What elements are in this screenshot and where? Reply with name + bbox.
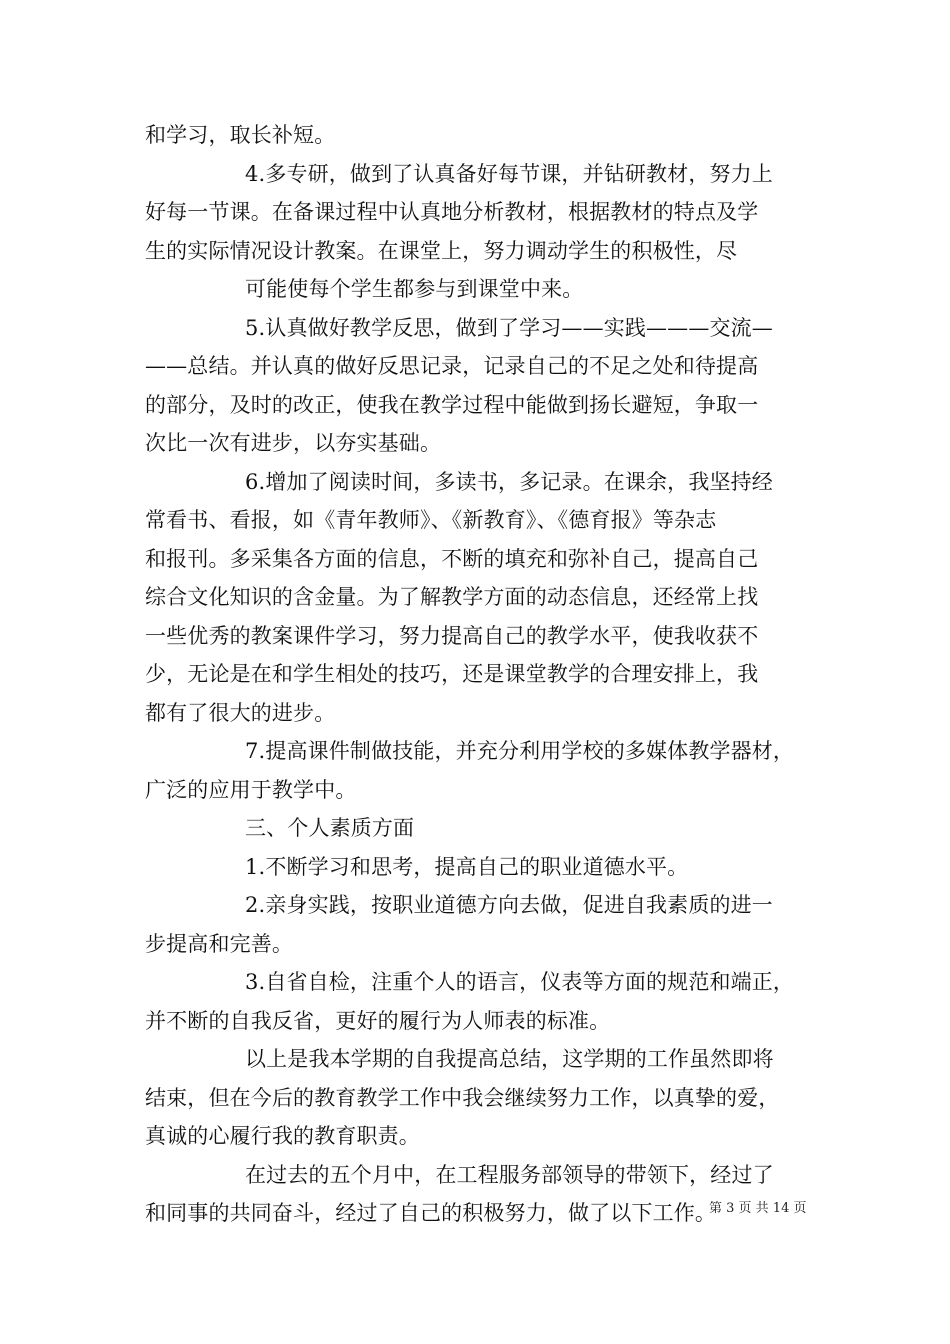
text-line: 3.自省自检，注重个人的语言，仪表等方面的规范和端正， [245,970,795,994]
text-line: 和学习，取长补短。 [145,123,336,147]
text-line: 的部分，及时的改正，使我在教学过程中能做到扬长避短，争取一 [145,392,759,417]
body-text [145,116,815,1233]
text-line: 综合文化知识的含金量。为了解教学方面的动态信息，还经常上找 [145,585,759,609]
text-line: 7.提高课件制做技能，并充分利用学校的多媒体教学器材， [245,739,795,763]
text-line: 1.不断学习和思考，提高自己的职业道德水平。 [245,854,689,879]
text-line: 可能使每个学生都参与到课堂中来。 [245,277,584,301]
text-line: 步提高和完善。 [145,931,294,956]
text-line: 广泛的应用于教学中。 [145,777,357,802]
text-line: 生的实际情况设计教案。在课堂上，努力调动学生的积极性，尽 [145,238,738,263]
text-line: 都有了很大的进步。 [145,700,336,725]
section-heading: 三、个人素质方面 [245,816,415,840]
text-line: ——总结。并认真的做好反思记录，记录自己的不足之处和待提高 [145,354,759,378]
text-line: 少，无论是在和学生相处的技巧，还是课堂教学的合理安排上，我 [145,662,759,686]
text-line: 2.亲身实践，按职业道德方向去做，促进自我素质的进一 [245,893,773,917]
text-line: 并不断的自我反省，更好的履行为人师表的标准。 [145,1008,611,1033]
text-line: 结束，但在今后的教育教学工作中我会继续努力工作，以真挚的爱， [145,1085,780,1110]
text-line: 好每一节课。在备课过程中认真地分析教材，根据教材的特点及学 [145,200,759,224]
text-line: 真诚的心履行我的教育职责。 [145,1124,420,1148]
text-line: 一些优秀的教案课件学习，努力提高自己的教学水平，使我收获不 [145,623,759,648]
text-line: 在过去的五个月中，在工程服务部领导的带领下，经过了 [245,1162,774,1187]
text-line: 以上是我本学期的自我提高总结，这学期的工作虽然即将 [245,1047,774,1071]
text-line: 和报刊。多采集各方面的信息，不断的填充和弥补自己，提高自己 [145,546,759,571]
text-line: 和同事的共同奋斗，经过了自己的积极努力，做了以下工作。 [145,1201,717,1225]
text-line: 次比一次有进步，以夯实基础。 [145,431,442,455]
text-line: 6.增加了阅读时间，多读书，多记录。在课余，我坚持经 [245,469,773,494]
page-number: 第 3 页 共 14 页 [709,1201,807,1216]
text-line: 常看书、看报，如《青年教师》、《新教育》、《德育报》等杂志 [145,508,717,532]
text-line: 4.多专研，做到了认真备好每节课，并钻研教材，努力上 [245,161,773,186]
text-line: 5.认真做好教学反思，做到了学习——实践———交流— [245,315,773,340]
